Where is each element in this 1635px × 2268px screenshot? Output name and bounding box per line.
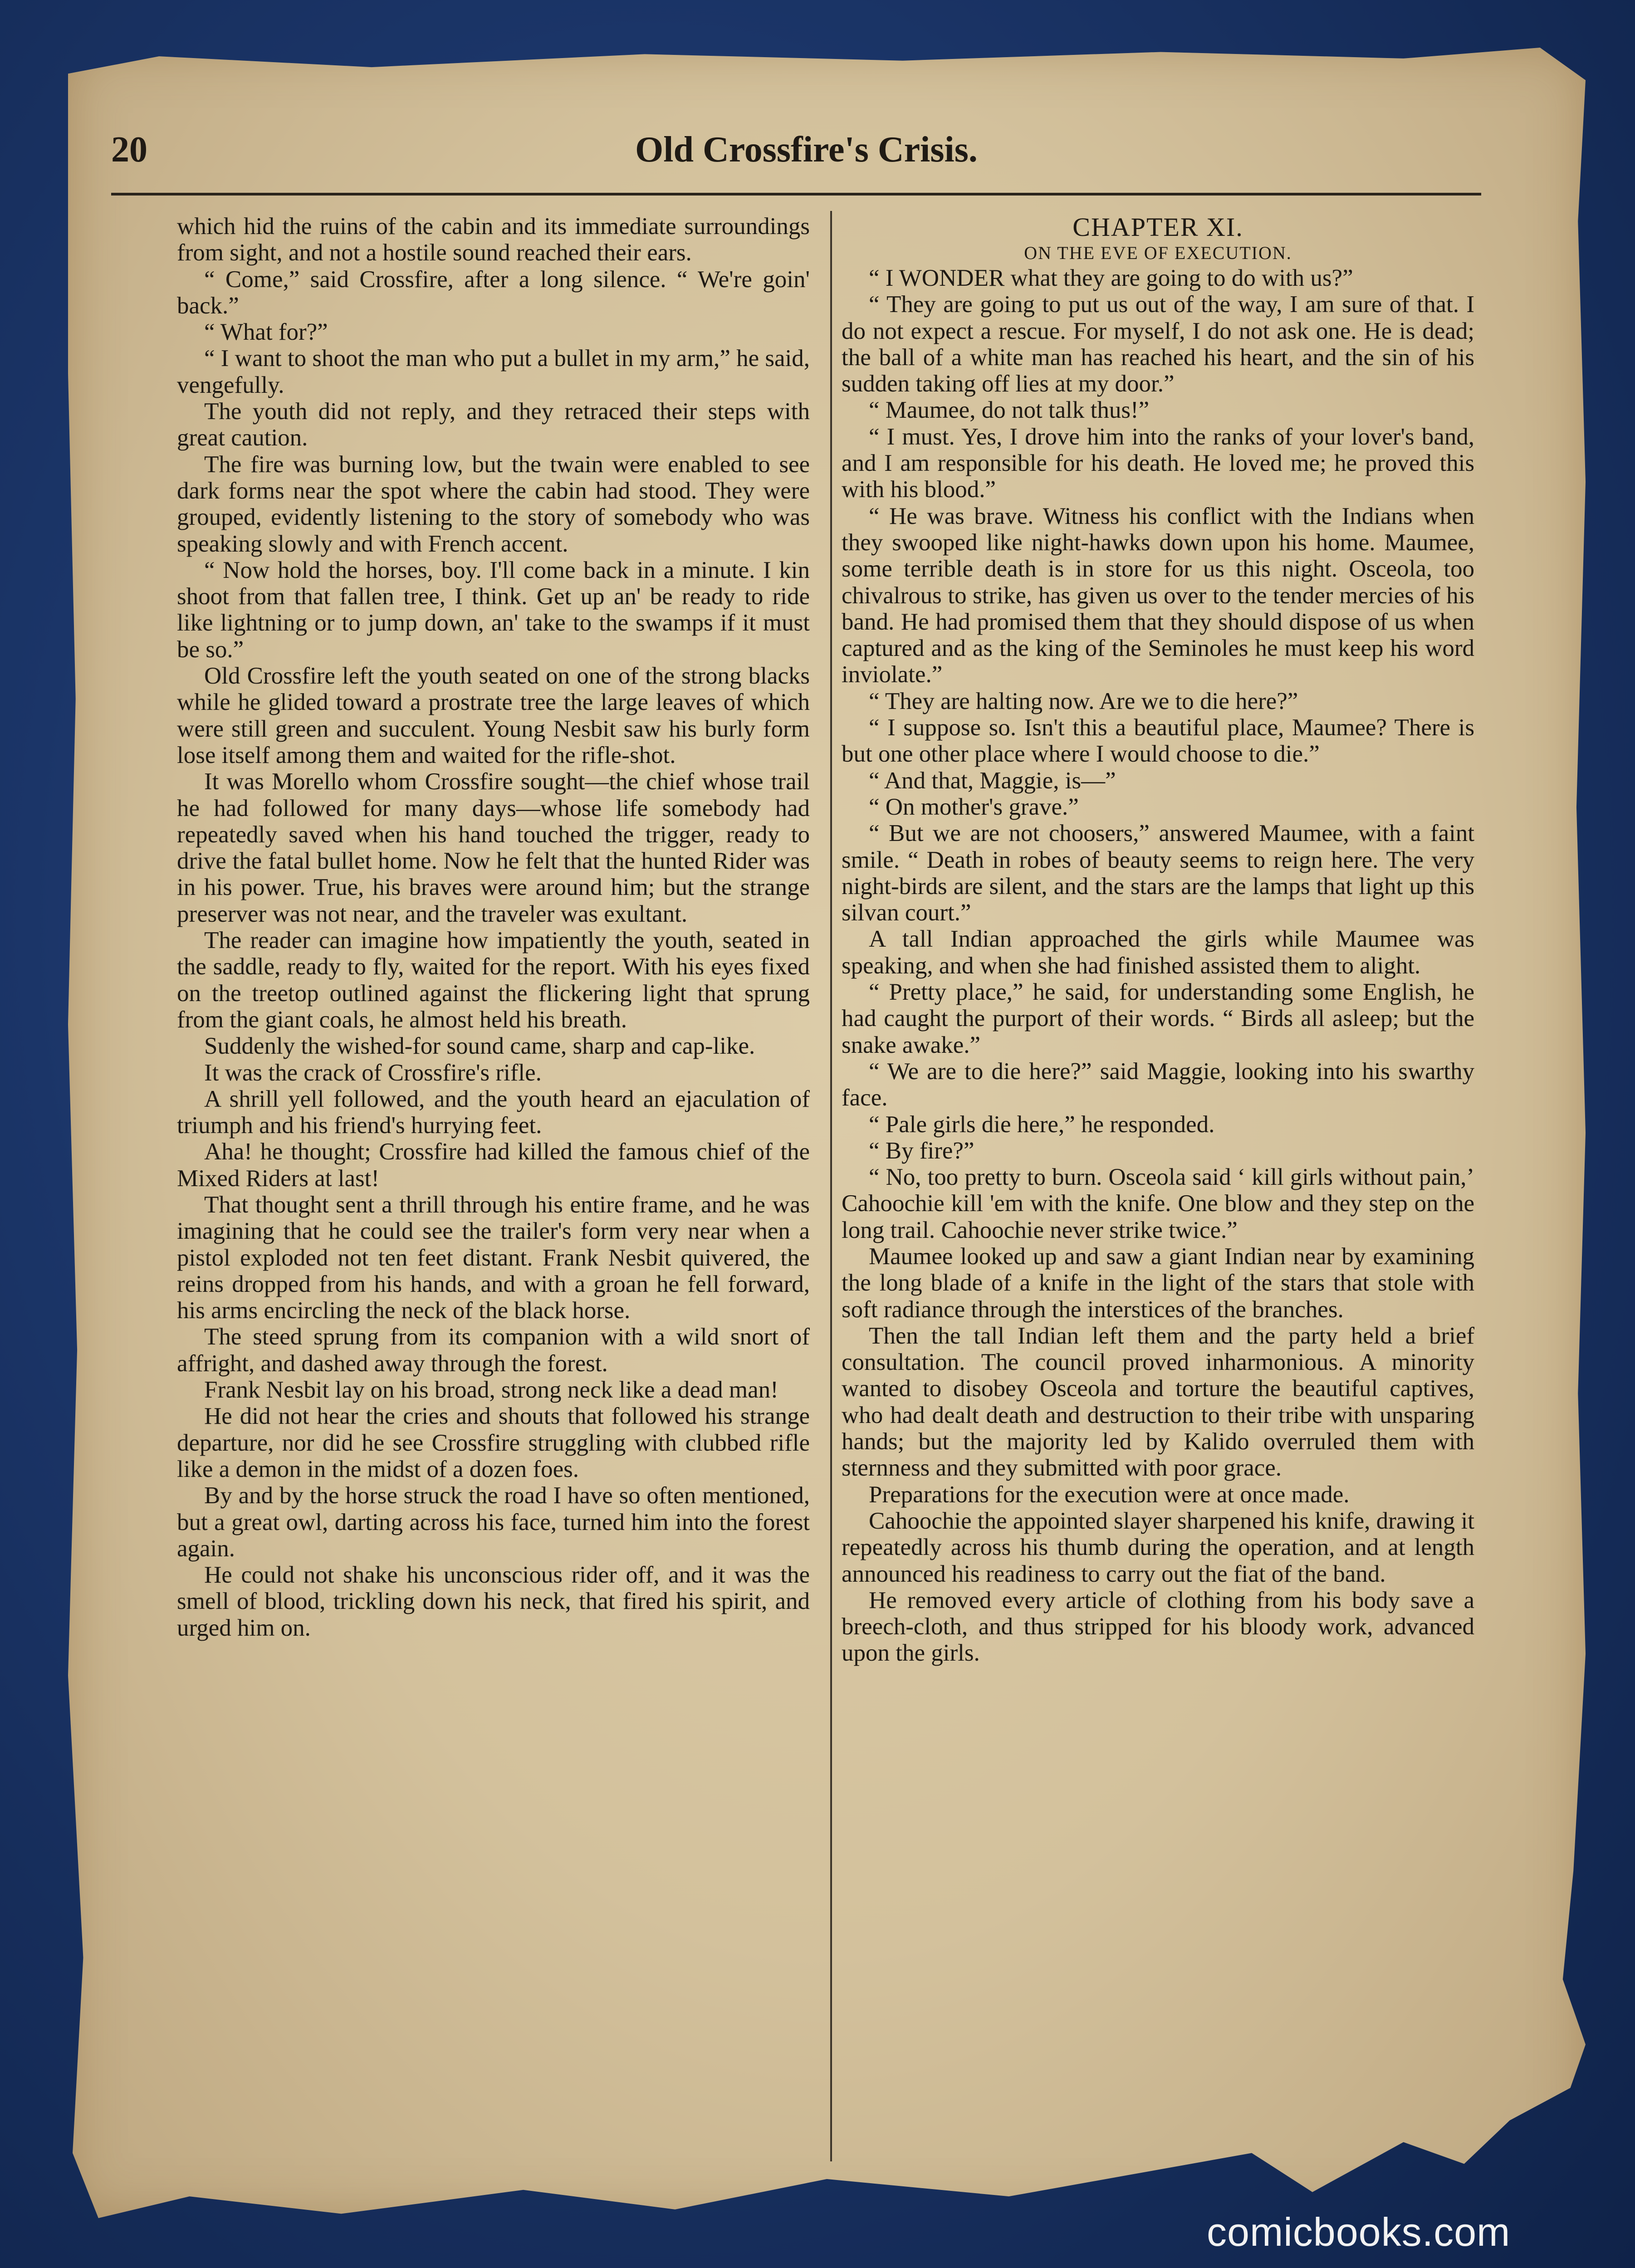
paragraph: “ Pretty place,” he said, for understanding some English, he had caught the purport of their words. “ Birds all asleep; but the snake awake.” [842, 979, 1474, 1058]
paragraph: Preparations for the execution were at once made. [869, 1481, 1350, 1508]
paragraph: The steed sprung from its companion with a wild snort of affright, and dashed away through the forest. [177, 1324, 810, 1377]
paragraph: “ Now hold the horses, boy. I'll come back in a minute. I kin shoot from that fallen tree, I think. Get up an' be ready to ride like lightning or to jump down, an' take to the swamps if it must be so.” [177, 557, 810, 663]
paragraph: “ We are to die here?” said Maggie, looking into his swarthy face. [842, 1058, 1474, 1111]
header-rule [111, 193, 1481, 196]
paragraph: “ On mother's grave.” [869, 793, 1079, 820]
paragraph: “ Come,” said Crossfire, after a long silence. “ We're goin' back.” [177, 266, 810, 319]
paragraph: Suddenly the wished-for sound came, sharp and cap-like. [204, 1033, 755, 1060]
right-column [842, 213, 1474, 1667]
paragraph: Frank Nesbit lay on his broad, strong neck like a dead man! [204, 1377, 778, 1403]
paragraph: “ By fire?” [869, 1137, 974, 1164]
paragraph: It was the crack of Crossfire's rifle. [204, 1059, 542, 1086]
paragraph: He removed every article of clothing from his body save a breech-cloth, and thus stripped for his bloody work, advanced upon the girls. [842, 1587, 1474, 1667]
running-title: Old Crossfire's Crisis. [635, 130, 978, 170]
paragraph: “ They are halting now. Are we to die here?” [869, 688, 1298, 714]
paragraph: By and by the horse struck the road I have so often mentioned, but a great owl, darting across his face, turned him into the forest again. [177, 1482, 810, 1562]
paragraph: Maumee looked up and saw a giant Indian near by examining the long blade of a knife in the light of the stars that stole with soft radiance through the interstices of the branches. [842, 1243, 1474, 1323]
paragraph: “ And that, Maggie, is—” [869, 767, 1116, 794]
paragraph: He could not shake his unconscious rider off, and it was the smell of blood, trickling down his neck, that fired his spirit, and urged him on. [177, 1562, 810, 1641]
watermark: comicbooks.com [1207, 2209, 1511, 2254]
paragraph: The reader can imagine how impatiently the youth, seated in the saddle, ready to fly, waited for the report. With his eyes fixed on the treetop outlined against the flickering light that sprung from the giant coals, he almost held his breath. [177, 927, 810, 1033]
paragraph: “ Pale girls die here,” he responded. [869, 1111, 1215, 1138]
paragraph: Aha! he thought; Crossfire had killed the famous chief of the Mixed Riders at last! [177, 1139, 810, 1192]
paragraph: “ They are going to put us out of the way, I am sure of that. I do not expect a rescue. For myself, I do not ask one. He is dead; the ball of a white man has reached his heart, and the sin of his sudden taking off lies at my door.” [842, 291, 1474, 397]
paragraph: “ I want to shoot the man who put a bullet in my arm,” he said, vengefully. [177, 345, 810, 398]
paragraph: The youth did not reply, and they retraced their steps with great caution. [177, 398, 810, 451]
page-number: 20 [111, 130, 147, 170]
paragraph: “ No, too pretty to burn. Osceola said ‘ kill girls without pain,’ Cahoochie kill 'em with the knife. One blow and they step on the long trail. Cahoochie never strike twice.” [842, 1164, 1474, 1243]
column-divider [830, 211, 832, 2161]
paragraph: Old Crossfire left the youth seated on one of the strong blacks while he glided toward a prostrate tree the large leaves of which were still green and succulent. Young Nesbit saw his burly form lose itself among them and waited for the rifle-shot. [177, 663, 810, 768]
paragraph: “ I suppose so. Isn't this a beautiful place, Maumee? There is but one other place where I would choose to die.” [842, 714, 1474, 767]
paragraph: A shrill yell followed, and the youth heard an ejaculation of triumph and his friend's hurrying feet. [177, 1085, 810, 1139]
paragraph: “ But we are not choosers,” answered Maumee, with a faint smile. “ Death in robes of beauty seems to reign here. The very night-birds are silent, and the stars are the lamps that light up this silvan court.” [842, 820, 1474, 926]
paragraph: “ He was brave. Witness his conflict with the Indians when they swooped like night-hawks down upon his home. Maumee, some terrible death is in store for us this night. Osceola, too chivalrous to strike, has given us over to the tender mercies of his band. He had promised them that they should dispose of us when captured and as the king of the Seminoles he must keep his word inviolate.” [842, 503, 1474, 688]
paragraph: Then the tall Indian left them and the party held a brief consultation. The council proved inharmonious. A minority wanted to disobey Osceola and torture the beautiful captives, who had dealt death and destruction to their tribe with unsparing hands; but the majority led by Kalido overruled them with sternness and they submitted with poor grace. [842, 1322, 1474, 1481]
paragraph: “ I WONDER what they are going to do with us?” [869, 265, 1353, 291]
paragraph: A tall Indian approached the girls while Maumee was speaking, and when she had finished assisted them to alight. [842, 926, 1474, 979]
left-column [177, 213, 810, 1641]
paragraph: He did not hear the cries and shouts that followed his strange departure, nor did he see Crossfire struggling with clubbed rifle like a demon in the midst of a dozen foes. [177, 1403, 810, 1482]
paragraph: which hid the ruins of the cabin and its immediate surroundings from sight, and not a hostile sound reached their ears. [177, 213, 810, 266]
paragraph: The fire was burning low, but the twain were enabled to see dark forms near the spot where the cabin had stood. They were grouped, evidently listening to the story of somebody who was speaking slowly and with French accent. [177, 451, 810, 557]
paragraph: “ I must. Yes, I drove him into the ranks of your lover's band, and I am responsible for his death. He loved me; he proved this with his blood.” [842, 423, 1474, 503]
chapter-subtitle: ON THE EVE OF EXECUTION. [1024, 243, 1292, 263]
chapter-title: CHAPTER XI. [1072, 212, 1243, 242]
paragraph: That thought sent a thrill through his entire frame, and he was imagining that he could see the trailer's form very near when a pistol exploded not ten feet distant. Frank Nesbit quivered, the reins dropped from his hands, and with a groan he fell forward, his arms encircling the neck of the black horse. [177, 1191, 810, 1324]
paragraph: It was Morello whom Crossfire sought—the chief whose trail he had followed for many days—whose life somebody had repeatedly saved when his hand touched the trigger, ready to drive the fatal bullet home. Now he felt that the hunted Rider was in his power. True, his braves were around him; but the strange preserver was not near, and the traveler was exultant. [177, 768, 810, 927]
paragraph: “ Maumee, do not talk thus!” [869, 397, 1150, 424]
paragraph: Cahoochie the appointed slayer sharpened his knife, drawing it repeatedly across his thumb during the operation, and at length announced his readiness to carry out the fiat of the band. [842, 1507, 1474, 1587]
paragraph: “ What for?” [204, 319, 328, 346]
